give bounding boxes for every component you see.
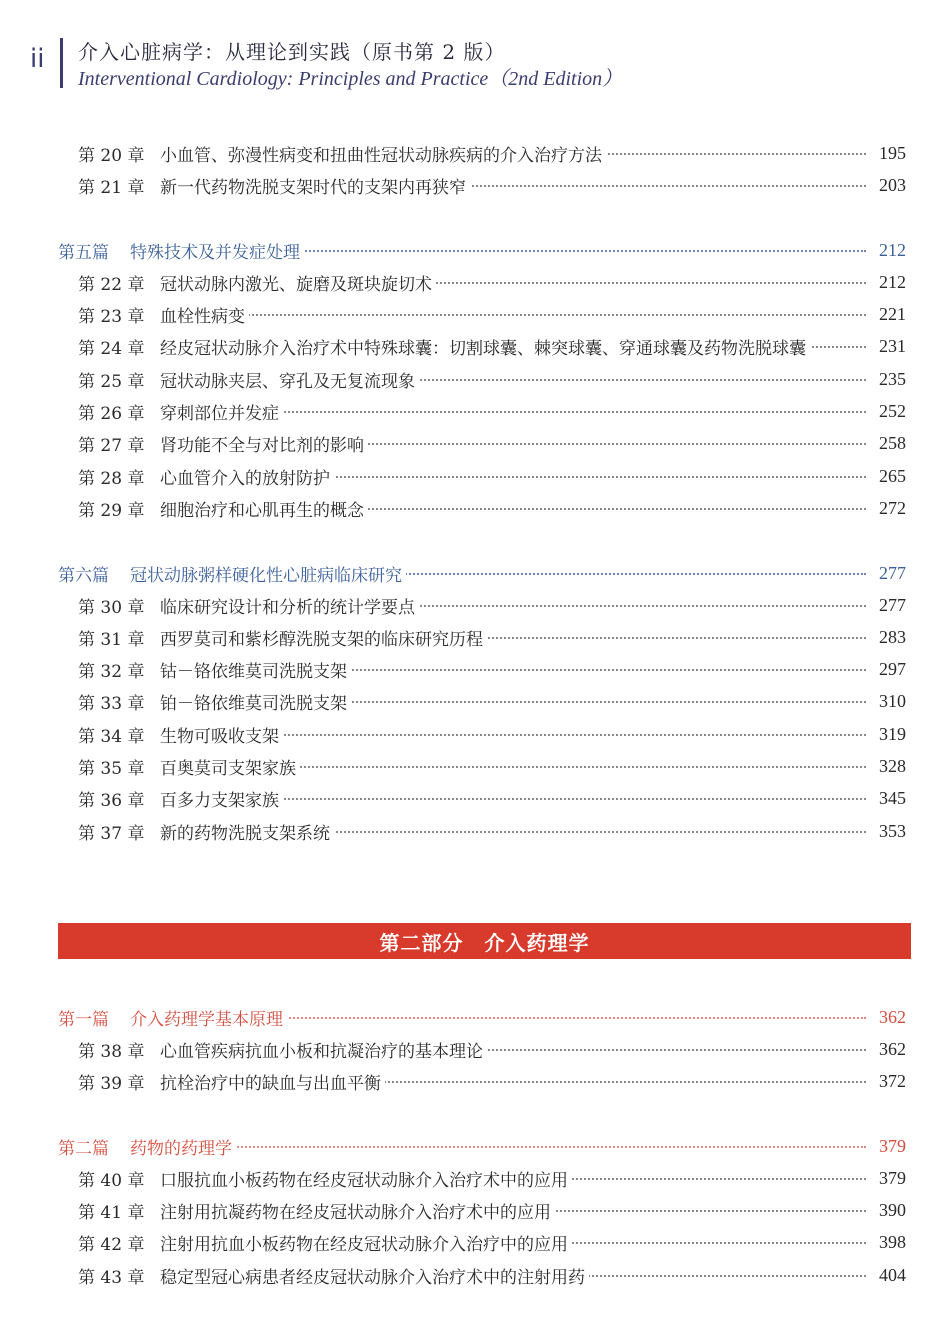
entry-page: 379 — [866, 1136, 906, 1157]
entry-page: 353 — [866, 821, 906, 842]
entry-title: 钴－铬依维莫司洗脱支架 — [160, 657, 351, 682]
toc-chapter-row[interactable] — [0, 170, 944, 200]
entry-page: 328 — [866, 756, 906, 777]
entry-page: 277 — [866, 595, 906, 616]
book-title-chinese: 介入心脏病学：从理论到实践（原书第 2 版） — [78, 40, 506, 64]
entry-page: 398 — [866, 1232, 906, 1253]
entry-title: 心血管介入的放射防护 — [160, 464, 334, 489]
toc-chapter-row[interactable] — [0, 783, 944, 813]
toc-part-row[interactable] — [0, 558, 944, 588]
entry-title: 肾功能不全与对比剂的影响 — [160, 431, 368, 456]
entry-number: 第 29 章 — [78, 500, 145, 521]
entry-number: 第 38 章 — [78, 1041, 145, 1062]
entry-number: 第 41 章 — [78, 1202, 145, 1223]
entry-title: 冠状动脉粥样硬化性心脏病临床研究 — [130, 561, 406, 586]
entry-title: 血栓性病变 — [160, 302, 249, 327]
toc-part-row[interactable] — [0, 1002, 944, 1032]
toc-chapter-row[interactable] — [0, 1034, 944, 1064]
entry-number: 第 25 章 — [78, 371, 145, 392]
entry-title: 抗栓治疗中的缺血与出血平衡 — [160, 1069, 385, 1094]
entry-title: 新的药物洗脱支架系统 — [160, 819, 334, 844]
entry-title: 注射用抗凝药物在经皮冠状动脉介入治疗术中的应用 — [160, 1198, 555, 1223]
toc-chapter-row[interactable] — [0, 396, 944, 426]
entry-number: 第 21 章 — [78, 177, 145, 198]
entry-page: 231 — [866, 336, 906, 357]
toc-chapter-row[interactable] — [0, 1163, 944, 1193]
entry-number: 第 23 章 — [78, 306, 145, 327]
entry-page: 372 — [866, 1071, 906, 1092]
toc-chapter-row[interactable] — [0, 816, 944, 846]
entry-number: 第 20 章 — [78, 145, 145, 166]
entry-page: 265 — [866, 466, 906, 487]
entry-number: 第 30 章 — [78, 597, 145, 618]
toc-part-row[interactable] — [0, 235, 944, 265]
entry-title: 经皮冠状动脉介入治疗术中特殊球囊：切割球囊、棘突球囊、穿通球囊及药物洗脱球囊 — [160, 334, 810, 359]
entry-number: 第 35 章 — [78, 758, 145, 779]
toc-chapter-row[interactable] — [0, 299, 944, 329]
entry-title: 特殊技术及并发症处理 — [130, 238, 304, 263]
entry-number: 第 34 章 — [78, 726, 145, 747]
entry-number: 第 42 章 — [78, 1234, 145, 1255]
toc-chapter-row[interactable] — [0, 590, 944, 620]
entry-page: 362 — [866, 1007, 906, 1028]
entry-number: 第二篇 — [58, 1138, 109, 1159]
entry-page: 362 — [866, 1039, 906, 1060]
entry-number: 第 31 章 — [78, 629, 145, 650]
entry-number: 第 27 章 — [78, 435, 145, 456]
entry-page: 221 — [866, 304, 906, 325]
header-divider — [60, 38, 63, 88]
toc-chapter-row[interactable] — [0, 267, 944, 297]
toc-chapter-row[interactable] — [0, 1227, 944, 1257]
section-banner: 第二部分 介入药理学 — [58, 923, 911, 959]
entry-number: 第一篇 — [58, 1009, 109, 1030]
entry-number: 第 40 章 — [78, 1170, 145, 1191]
toc-chapter-row[interactable] — [0, 493, 944, 523]
entry-title: 小血管、弥漫性病变和扭曲性冠状动脉疾病的介入治疗方法 — [160, 141, 606, 166]
entry-title: 百多力支架家族 — [160, 786, 283, 811]
entry-number: 第六篇 — [58, 565, 109, 586]
entry-page: 258 — [866, 433, 906, 454]
toc-chapter-row[interactable] — [0, 751, 944, 781]
toc-chapter-row[interactable] — [0, 654, 944, 684]
entry-page: 390 — [866, 1200, 906, 1221]
entry-number: 第 32 章 — [78, 661, 145, 682]
entry-number: 第 39 章 — [78, 1073, 145, 1094]
toc-chapter-row[interactable] — [0, 138, 944, 168]
entry-page: 345 — [866, 788, 906, 809]
entry-title: 临床研究设计和分析的统计学要点 — [160, 593, 419, 618]
entry-page: 277 — [866, 563, 906, 584]
entry-title: 口服抗血小板药物在经皮冠状动脉介入治疗术中的应用 — [160, 1166, 572, 1191]
entry-number: 第 28 章 — [78, 468, 145, 489]
entry-number: 第 26 章 — [78, 403, 145, 424]
entry-title: 细胞治疗和心肌再生的概念 — [160, 496, 368, 521]
entry-title: 心血管疾病抗血小板和抗凝治疗的基本理论 — [160, 1037, 487, 1062]
entry-number: 第 36 章 — [78, 790, 145, 811]
entry-title: 冠状动脉内激光、旋磨及斑块旋切术 — [160, 270, 436, 295]
entry-page: 203 — [866, 175, 906, 196]
entry-number: 第五篇 — [58, 242, 109, 263]
entry-title: 生物可吸收支架 — [160, 722, 283, 747]
entry-page: 283 — [866, 627, 906, 648]
dot-leader — [160, 314, 866, 316]
toc-chapter-row[interactable] — [0, 719, 944, 749]
entry-number: 第 22 章 — [78, 274, 145, 295]
toc-chapter-row[interactable] — [0, 331, 944, 361]
entry-title: 西罗莫司和紫杉醇洗脱支架的临床研究历程 — [160, 625, 487, 650]
entry-title: 穿刺部位并发症 — [160, 399, 283, 424]
entry-title: 注射用抗血小板药物在经皮冠状动脉介入治疗中的应用 — [160, 1230, 572, 1255]
entry-page: 252 — [866, 401, 906, 422]
entry-page: 195 — [866, 143, 906, 164]
toc-chapter-row[interactable] — [0, 622, 944, 652]
toc-chapter-row[interactable] — [0, 1260, 944, 1290]
entry-title: 新一代药物洗脱支架时代的支架内再狭窄 — [160, 173, 470, 198]
page-number: ii — [30, 44, 45, 74]
entry-page: 404 — [866, 1265, 906, 1286]
toc-chapter-row[interactable] — [0, 1195, 944, 1225]
toc-chapter-row[interactable] — [0, 461, 944, 491]
entry-title: 铂－铬依维莫司洗脱支架 — [160, 689, 351, 714]
dot-leader — [130, 1146, 866, 1148]
entry-number: 第 37 章 — [78, 823, 145, 844]
entry-number: 第 33 章 — [78, 693, 145, 714]
entry-number: 第 24 章 — [78, 338, 145, 359]
toc-chapter-row[interactable] — [0, 428, 944, 458]
book-title-english: Interventional Cardiology: Principles and Practice（2nd Edition） — [78, 68, 623, 90]
entry-title: 冠状动脉夹层、穿孔及无复流现象 — [160, 367, 419, 392]
toc-chapter-row[interactable] — [0, 686, 944, 716]
toc-chapter-row[interactable] — [0, 364, 944, 394]
entry-page: 310 — [866, 691, 906, 712]
entry-title: 介入药理学基本原理 — [130, 1005, 287, 1030]
entry-page: 379 — [866, 1168, 906, 1189]
entry-number: 第 43 章 — [78, 1267, 145, 1288]
entry-title: 稳定型冠心病患者经皮冠状动脉介入治疗术中的注射用药 — [160, 1263, 589, 1288]
entry-page: 235 — [866, 369, 906, 390]
entry-page: 319 — [866, 724, 906, 745]
page-header — [0, 0, 944, 100]
toc-part-row[interactable] — [0, 1131, 944, 1161]
entry-page: 212 — [866, 272, 906, 293]
entry-title: 药物的药理学 — [130, 1134, 236, 1159]
entry-page: 297 — [866, 659, 906, 680]
entry-page: 272 — [866, 498, 906, 519]
toc-chapter-row[interactable] — [0, 1066, 944, 1096]
entry-title: 百奥莫司支架家族 — [160, 754, 300, 779]
entry-page: 212 — [866, 240, 906, 261]
